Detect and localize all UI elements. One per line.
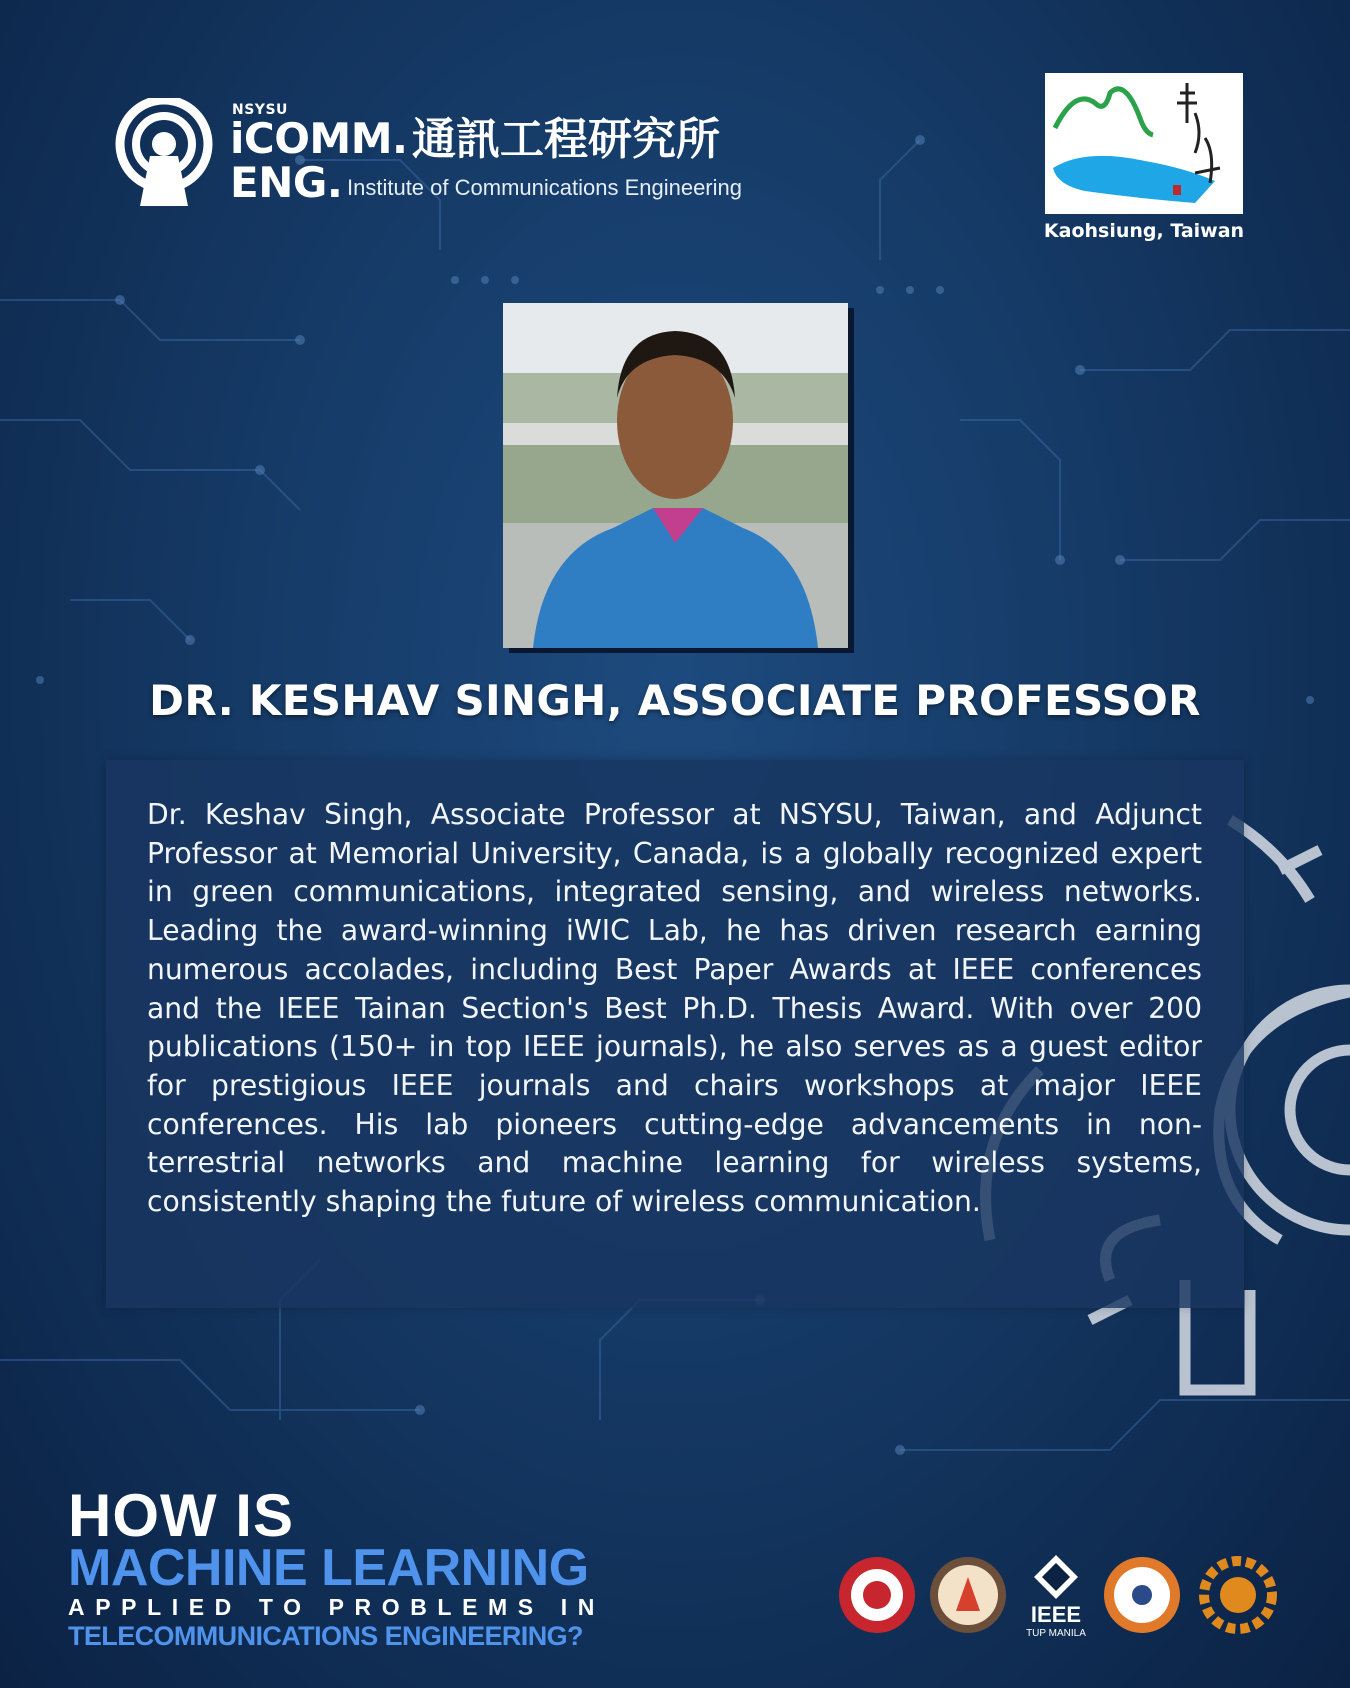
- logo-eng-word: ENG.: [230, 158, 343, 207]
- logo-institute-name: Institute of Communications Engineering: [347, 175, 742, 200]
- student-org-gear-icon: [1198, 1553, 1278, 1637]
- speaker-bio: Dr. Keshav Singh, Associate Professor at NSYSU, Taiwan, and Adjunct Professor at Memorial University, Canada, is a globally recognized expert in green communications, integrated sensing, and wireless networks. Leading the award-winning iWIC Lab, he has driven research earning numerous accolades, including Best Paper Awards at IEEE conferences and the IEEE Tainan Section's Best Ph.D. Thesis Award. With over 200 publications (150+ in top IEEE journals), he also serves as a guest editor for prestigious IEEE journals and chairs workshops at major IEEE conferences. His lab pioneers cutting-edge advancements in non-terrestrial networks and machine learning for wireless systems, consistently shaping the future of wireless communication.: [147, 798, 1202, 1219]
- logo-chinese-name: 通訊工程研究所: [412, 114, 720, 165]
- bio-panel: [106, 760, 1244, 1308]
- headline-line2: MACHINE LEARNING: [68, 1539, 589, 1597]
- headline-line1: HOW IS: [68, 1482, 294, 1549]
- engineering-college-seal-icon: [928, 1553, 1008, 1637]
- event-headline: [68, 1482, 788, 1665]
- tup-university-seal-icon: [837, 1553, 917, 1637]
- speaker-photo: [503, 303, 848, 648]
- electronics-society-seal-icon: [1102, 1553, 1182, 1637]
- broadcast-icon: [110, 98, 220, 208]
- logo-icomm-word: iCOMM.: [230, 114, 408, 163]
- mountain-sea-emblem: [1045, 73, 1243, 214]
- ieee-sublabel: TUP MANILA: [1026, 1628, 1086, 1639]
- headline-line4: TELECOMMUNICATIONS ENGINEERING?: [68, 1621, 583, 1651]
- logo-nsysu-small: NSYSU: [232, 102, 288, 118]
- nsysu-university-logo: [1045, 73, 1243, 214]
- headline-line3: APPLIED TO PROBLEMS IN: [68, 1594, 605, 1620]
- icomm-eng-logo: [110, 98, 770, 208]
- location-label: Kaohsiung, Taiwan: [1043, 220, 1245, 242]
- speaker-title: DR. KESHAV SINGH, ASSOCIATE PROFESSOR: [149, 676, 1201, 725]
- ieee-label: IEEE: [1030, 1602, 1082, 1627]
